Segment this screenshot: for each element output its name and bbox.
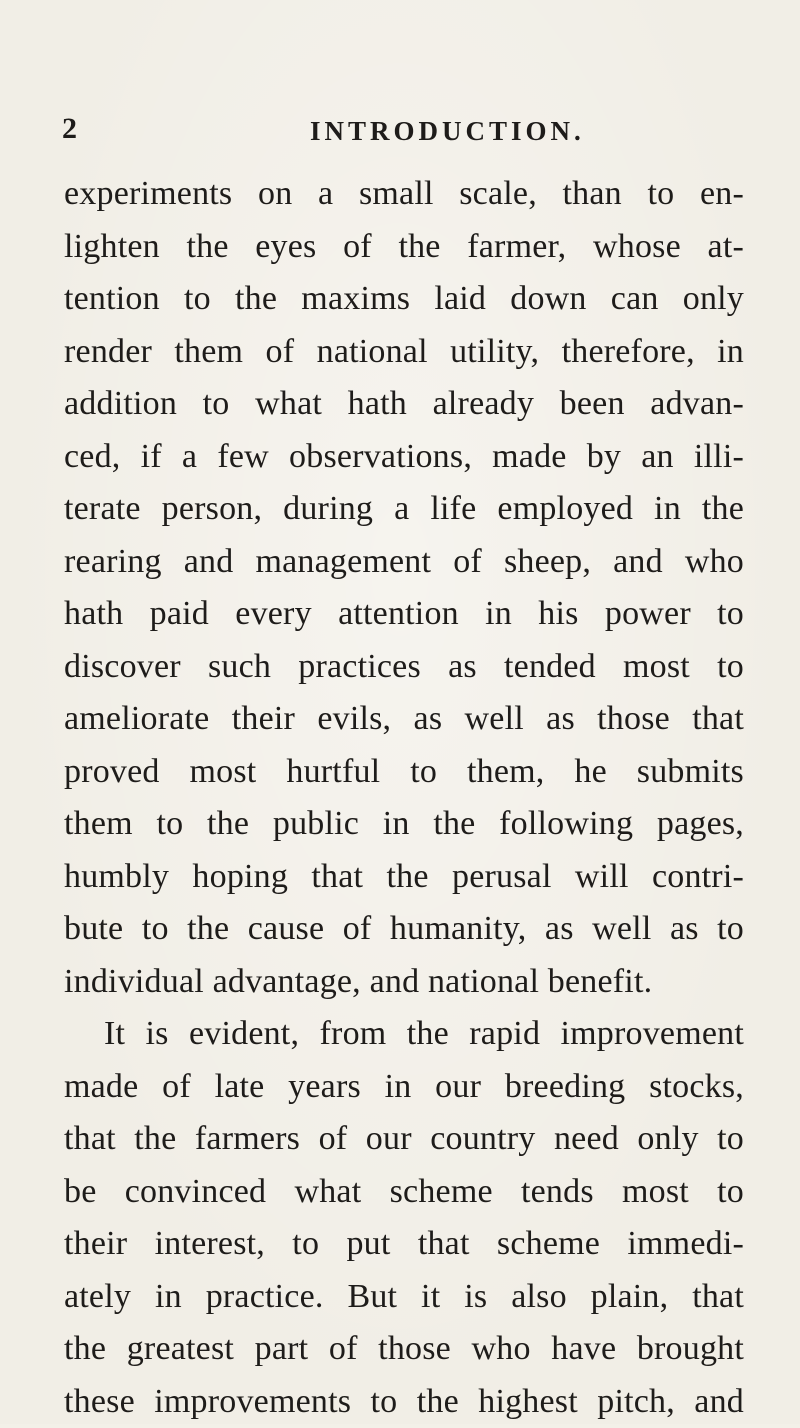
text-line: terate person, during a life employed in the (64, 483, 744, 536)
text-line: ced, if a few observations, made by an illi- (64, 431, 744, 484)
text-line: It is evident, from the rapid improvement (64, 1008, 744, 1061)
text-line: experiments on a small scale, than to en- (64, 168, 744, 221)
text-line: their interest, to put that scheme immedi- (64, 1218, 744, 1271)
text-line: lighten the eyes of the farmer, whose at- (64, 221, 744, 274)
running-head: INTRODUCTION. (310, 116, 585, 147)
text-line: humbly hoping that the perusal will contri- (64, 851, 744, 904)
text-line: hath paid every attention in his power to (64, 588, 744, 641)
text-line: be convinced what scheme tends most to (64, 1166, 744, 1219)
body-text (64, 168, 744, 1428)
text-line: that the farmers of our country need only to (64, 1113, 744, 1166)
text-line: these improvements to the highest pitch, and (64, 1376, 744, 1428)
text-line: proved most hurtful to them, he submits (64, 746, 744, 799)
text-line: discover such practices as tended most to (64, 641, 744, 694)
page-number: 2 (62, 112, 77, 146)
text-line: tention to the maxims laid down can only (64, 273, 744, 326)
text-line: them to the public in the following pages, (64, 798, 744, 851)
text-line: rearing and management of sheep, and who (64, 536, 744, 589)
text-line: individual advantage, and national benefit. (64, 956, 744, 1009)
text-line: render them of national utility, therefore, in (64, 326, 744, 379)
text-line: ately in practice. But it is also plain, that (64, 1271, 744, 1324)
text-line: ameliorate their evils, as well as those that (64, 693, 744, 746)
text-line: made of late years in our breeding stocks, (64, 1061, 744, 1114)
text-line: addition to what hath already been advan- (64, 378, 744, 431)
text-line: the greatest part of those who have brought (64, 1323, 744, 1376)
page-header (0, 112, 800, 156)
text-line: bute to the cause of humanity, as well as to (64, 903, 744, 956)
